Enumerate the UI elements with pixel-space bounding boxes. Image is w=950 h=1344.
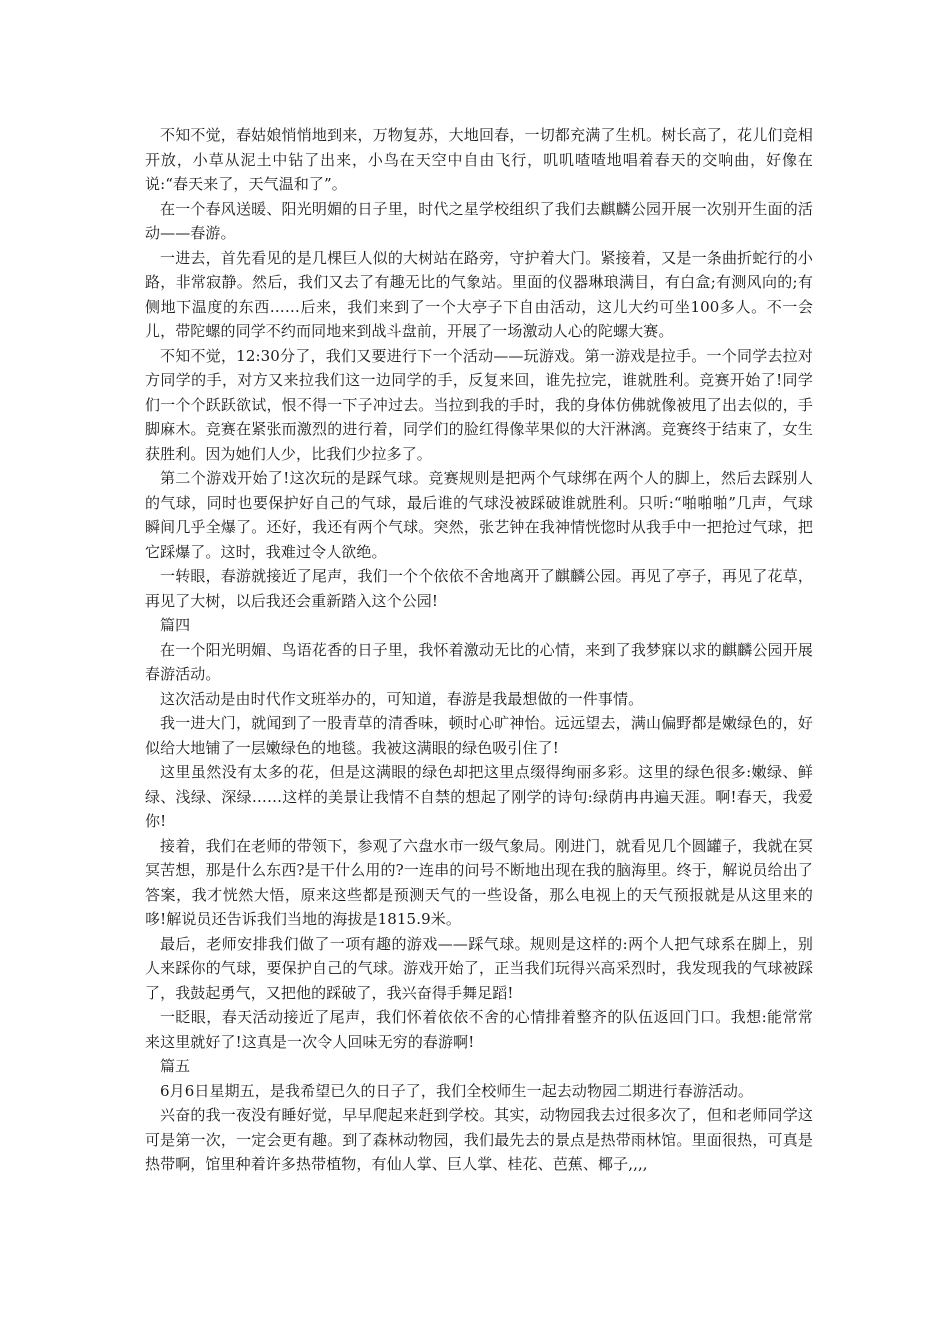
paragraph: 接着，我们在老师的带领下，参观了六盘水市一级气象局。刚进门，就看见几个圆罐子，我就在冥冥苦想，那是什么东西?是干什么用的?一连串的问号不断地出现在我的脑海里。终于，解说员给出了答案，我才恍然大悟，原来这些都是预测天气的一些设备，那么电视上的天气预报就是从这里来的哆!解说员还告诉我们当地的海拔是1815.9米。 [145,836,813,928]
paragraph: 在一个阳光明媚、鸟语花香的日子里，我怀着激动无比的心情，来到了我梦寐以求的麒麟公园开展春游活动。 [145,640,813,683]
paragraph: 一眨眼，春天活动接近了尾声，我们怀着依依不舍的心情排着整齐的队伍返回门口。我想:能常常来这里就好了!这真是一次令人回味无穷的春游啊! [145,1008,813,1051]
paragraph: 一转眼，春游就接近了尾声，我们一个个依依不舍地离开了麒麟公园。再见了亭子，再见了花草，再见了大树，以后我还会重新踏入这个公园! [145,567,813,610]
paragraph: 我一进大门，就闻到了一股青草的清香味，顿时心旷神怡。远远望去，满山偏野都是嫩绿色的，好似给大地铺了一层嫩绿色的地毯。我被这满眼的绿色吸引住了! [145,714,813,757]
paragraph: 第二个游戏开始了!这次玩的是踩气球。竞赛规则是把两个气球绑在两个人的脚上，然后去踩别人的气球，同时也要保护好自己的气球，最后谁的气球没被踩破谁就胜利。只听:“啪啪啪”几声，气球瞬间几乎全爆了。还好，我还有两个气球。突然，张艺钟在我神情恍惚时从我手中一把抢过气球，把它踩爆了。这时，我难过令人欲绝。 [145,469,813,561]
section-heading: 篇五 [160,1057,191,1075]
paragraph: 兴奋的我一夜没有睡好觉，早早爬起来赶到学校。其实，动物园我去过很多次了，但和老师同学这可是第一次，一定会更有趣。到了森林动物园，我们最先去的景点是热带雨林馆。里面很热，可真是热带啊，馆里种着许多热带植物，有仙人掌、巨人掌、桂花、芭蕉、椰子,,,, [145,1106,813,1173]
paragraph: 一进去，首先看见的是几棵巨人似的大树站在路旁，守护着大门。紧接着，又是一条曲折蛇行的小路，非常寂静。然后，我们又去了有趣无比的气象站。里面的仪器琳琅满目，有白盒;有测风向的;有侧地下温度的东西……后来，我们来到了一个大亭子下自由活动，这儿大约可坐100多人。不一会儿，带陀螺的同学不约而同地来到战斗盘前，开展了一场激动人心的陀螺大赛。 [145,248,813,340]
paragraph: 不知不觉，12:30分了，我们又要进行下一个活动——玩游戏。第一游戏是拉手。一个同学去拉对方同学的手，对方又来拉我们这一边同学的手，反复来回，谁先拉完，谁就胜利。竞赛开始了!同学们一个个跃跃欲试，恨不得一下子冲过去。当拉到我的手时，我的身体仿佛就像被甩了出去似的，手脚麻木。竞赛在紧张而激烈的进行着，同学们的脸红得像苹果似的大汗淋漓。竞赛终于结束了，女生获胜利。因为她们人少，比我们少拉多了。 [145,346,813,463]
paragraph: 这里虽然没有太多的花，但是这满眼的绿色却把这里点缀得绚丽多彩。这里的绿色很多:嫩绿、鲜绿、浅绿、深绿……这样的美景让我情不自禁的想起了刚学的诗句:绿荫冉冉遍天涯。啊!春天，我爱你! [145,763,813,830]
paragraph: 在一个春风送暖、阳光明媚的日子里，时代之星学校组织了我们去麒麟公园开展一次别开生面的活动——春游。 [145,199,813,242]
paragraph: 最后，老师安排我们做了一项有趣的游戏——踩气球。规则是这样的:两个人把气球系在脚上，别人来踩你的气球，要保护自己的气球。游戏开始了，正当我们玩得兴高采烈时，我发现我的气球被踩了，我鼓起勇气，又把他的踩破了，我兴奋得手舞足蹈! [145,934,813,1002]
paragraph: 这次活动是由时代作文班举办的，可知道，春游是我最想做的一件事情。 [160,689,644,708]
section-heading: 篇四 [160,616,191,634]
paragraph: 不知不觉，春姑娘悄悄地到来，万物复苏，大地回春，一切都充满了生机。树长高了，花儿们竞相开放，小草从泥土中钻了出来，小鸟在天空中自由飞行，叽叽喳喳地唱着春天的交响曲，好像在说:“春天来了，天气温和了”。 [145,126,813,193]
document-body [145,123,813,1177]
paragraph: 6月6日星期五，是我希望已久的日子了，我们全校师生一起去动物园二期进行春游活动。 [160,1081,754,1100]
